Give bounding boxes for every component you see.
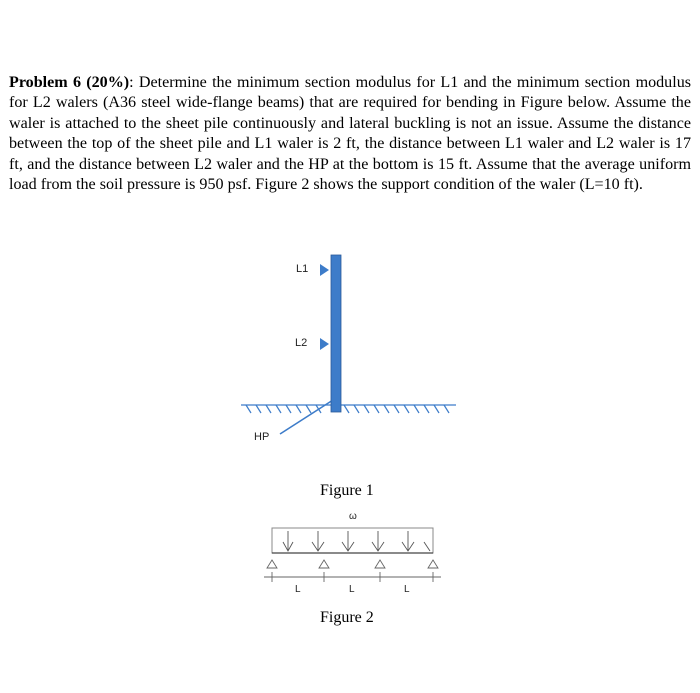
- span-label-3: L: [404, 584, 410, 595]
- supports: [267, 560, 438, 568]
- support-icon: [375, 560, 385, 568]
- label-l1: L1: [296, 263, 309, 275]
- dimension-line: [264, 572, 441, 582]
- label-l2: L2: [295, 337, 308, 349]
- support-icon: [319, 560, 329, 568]
- figure-1-caption: Figure 1: [320, 482, 374, 499]
- problem-heading: Problem 6 (20%): [9, 74, 130, 91]
- support-icon: [428, 560, 438, 568]
- span-label-2: L: [349, 584, 355, 595]
- span-label-1: L: [295, 584, 301, 595]
- support-icon: [267, 560, 277, 568]
- problem-body: : Determine the minimum section modulus for L1 and the minimum section modulus for L2 walers (A36 steel wide-flange beams) that are required for bending in Figure below. Assume the waler is attached to the sheet pile continuously and lateral buckling is not an issue. Assume the distance between the top of the sheet pile and L1 waler is 2 ft, the distance between L1 waler and L2 waler is 17 ft, and the distance between L2 waler and the HP at the bottom is 15 ft. Assume that the average uniform load from the soil pressure is 950 psf. Figure 2 shows the support condition of the waler (L=10 ft).: [9, 74, 692, 194]
- load-arrows: [283, 531, 430, 551]
- load-label-omega: ω: [349, 511, 357, 522]
- label-hp: HP: [254, 431, 270, 443]
- figure-2-caption: Figure 2: [320, 609, 374, 626]
